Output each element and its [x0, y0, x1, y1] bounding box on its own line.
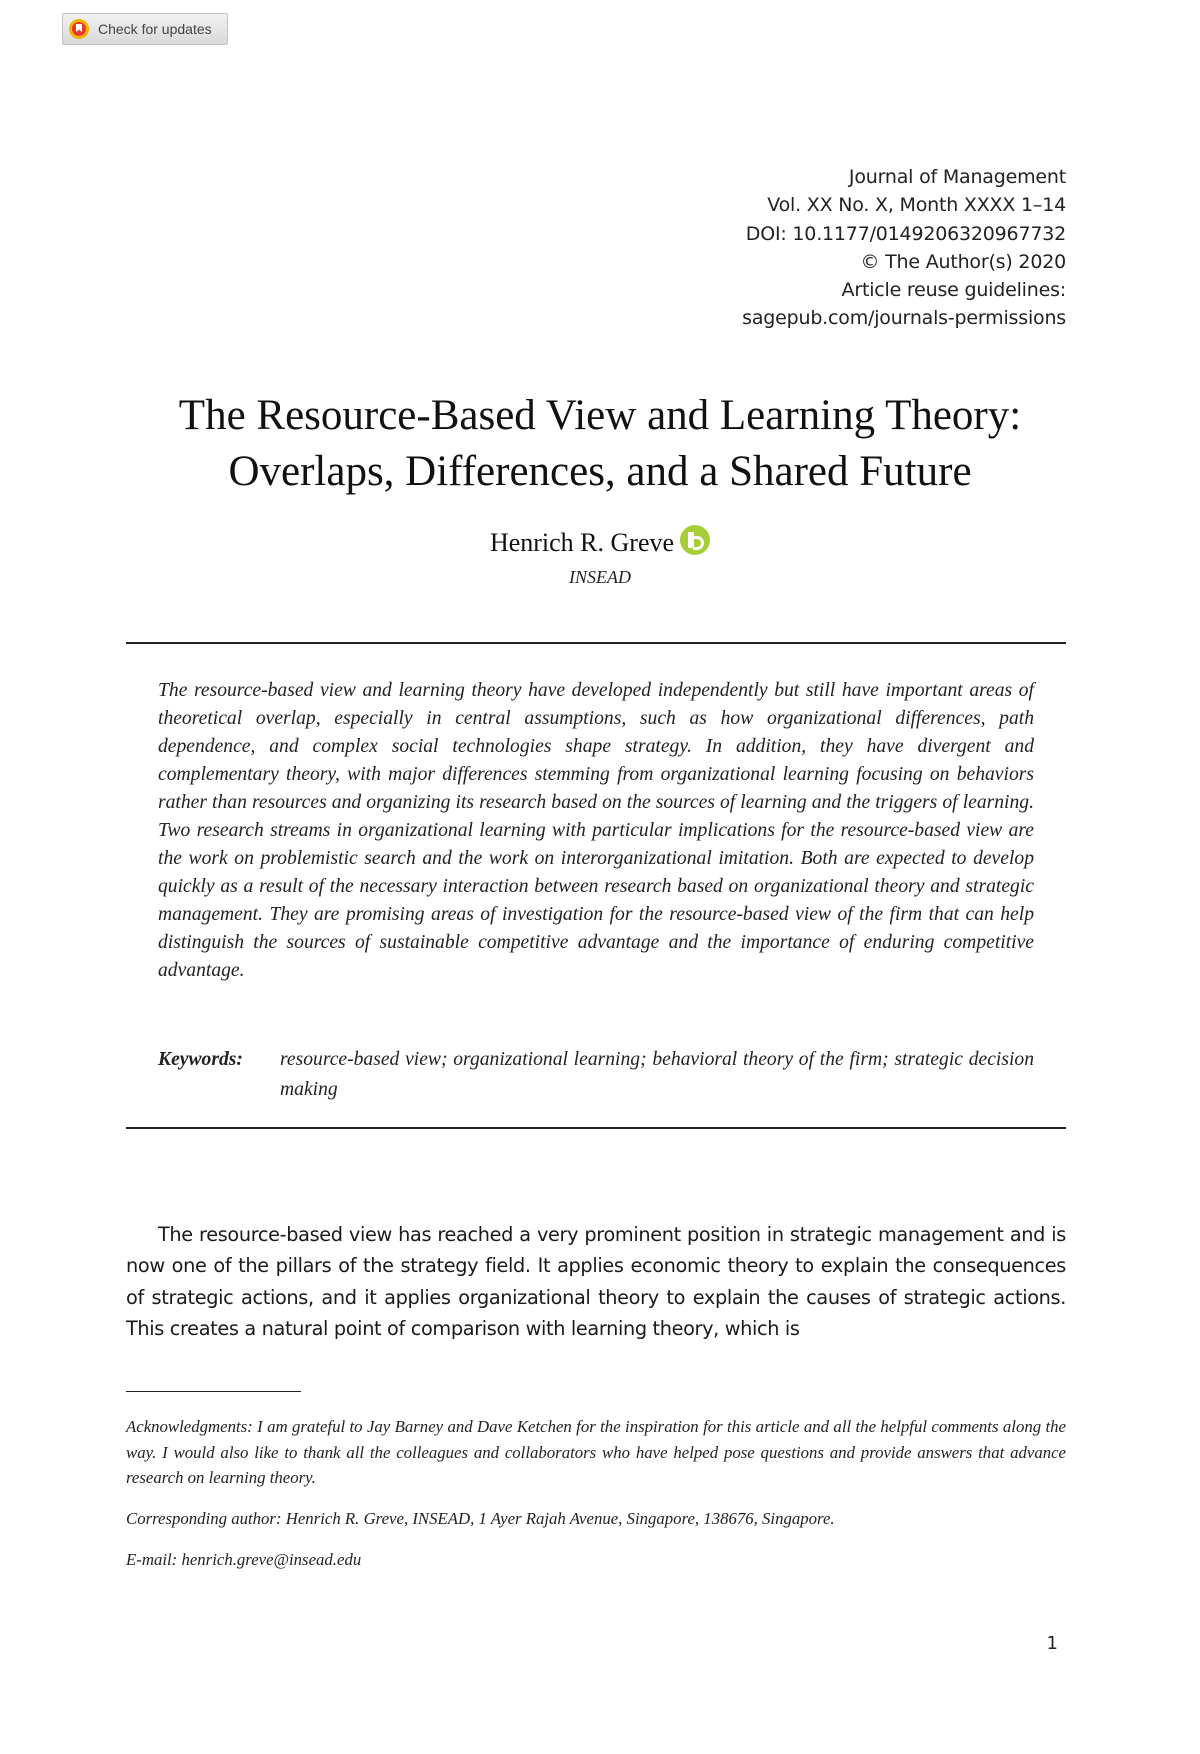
- author-name: Henrich R. Greve: [489, 528, 675, 557]
- footnote-email: E-mail: henrich.greve@insead.edu: [126, 1550, 362, 1569]
- journal-info: [546, 163, 1066, 333]
- title-line-1: The Resource-Based View and Learning Theory:: [178, 392, 1022, 439]
- abstract-bottom-divider: [126, 1127, 1066, 1129]
- permissions-link[interactable]: sagepub.com/journals-permissions: [742, 307, 1066, 330]
- keywords-text: resource-based view; organizational learning; behavioral theory of the firm; strategic decision making: [280, 1049, 1034, 1100]
- author-line: [0, 525, 1200, 558]
- title-line-2: Overlaps, Differences, and a Shared Future: [228, 448, 972, 495]
- keywords-label: Keywords:: [158, 1049, 243, 1070]
- footnote-divider: [126, 1391, 301, 1392]
- journal-name: Journal of Management: [848, 166, 1066, 188]
- journal-doi: DOI: 10.1177/0149206320967732: [745, 222, 1066, 245]
- bookmark-icon: [69, 19, 89, 39]
- page-number: 1: [1046, 1633, 1058, 1654]
- check-for-updates-label: Check for updates: [98, 21, 212, 37]
- journal-volume: Vol. XX No. X, Month XXXX 1–14: [767, 194, 1066, 217]
- keywords: [158, 1045, 1034, 1105]
- footnote-corresponding-author: Corresponding author: Henrich R. Greve, INSEAD, 1 Ayer Rajah Avenue, Singapore, 138676, Singapore.: [126, 1509, 835, 1528]
- check-for-updates-button[interactable]: [62, 13, 228, 45]
- reuse-guidelines-label: Article reuse guidelines:: [841, 279, 1066, 302]
- journal-copyright: © The Author(s) 2020: [860, 250, 1066, 273]
- abstract: The resource-based view and learning theory have developed independently but still have important areas of theoretical overlap, especially in central assumptions, such as how organizational differences, path dependence, and complex social technologies shape strategy. In addition, they have divergent and complementary theory, with major differences stemming from organizational learning focusing on behaviors rather than resources and organizing its research based on the sources of learning and the triggers of learning. Two research streams in organizational learning with particular implications for the resource-based view are the work on problemistic search and the work on interorganizational imitation. Both are expected to develop quickly as a result of the necessary interaction between research based on organizational theory and strategic management. They are promising areas of investigation for the resource-based view of the firm that can help distinguish the sources of sustainable competitive advantage and the importance of enduring competitive advantage.: [158, 680, 1034, 981]
- body-paragraph: The resource-based view has reached a very prominent position in strategic management and is now one of the pillars of the strategy field. It applies economic theory to explain the consequences of strategic actions, and it applies organizational theory to explain the causes of strategic actions. This creates a natural point of comparison with learning theory, which is: [126, 1223, 1066, 1340]
- author-affiliation: INSEAD: [569, 567, 631, 587]
- article-title: [80, 388, 1120, 500]
- footnote-acknowledgments: Acknowledgments: I am grateful to Jay Barney and Dave Ketchen for the inspiration for this article and all the helpful comments along the way. I would also like to thank all the colleagues and collaborators who have helped pose questions and provide answers that advance research on learning theory.: [126, 1417, 1066, 1487]
- abstract-top-divider: [126, 642, 1066, 644]
- orcid-icon[interactable]: [680, 525, 710, 555]
